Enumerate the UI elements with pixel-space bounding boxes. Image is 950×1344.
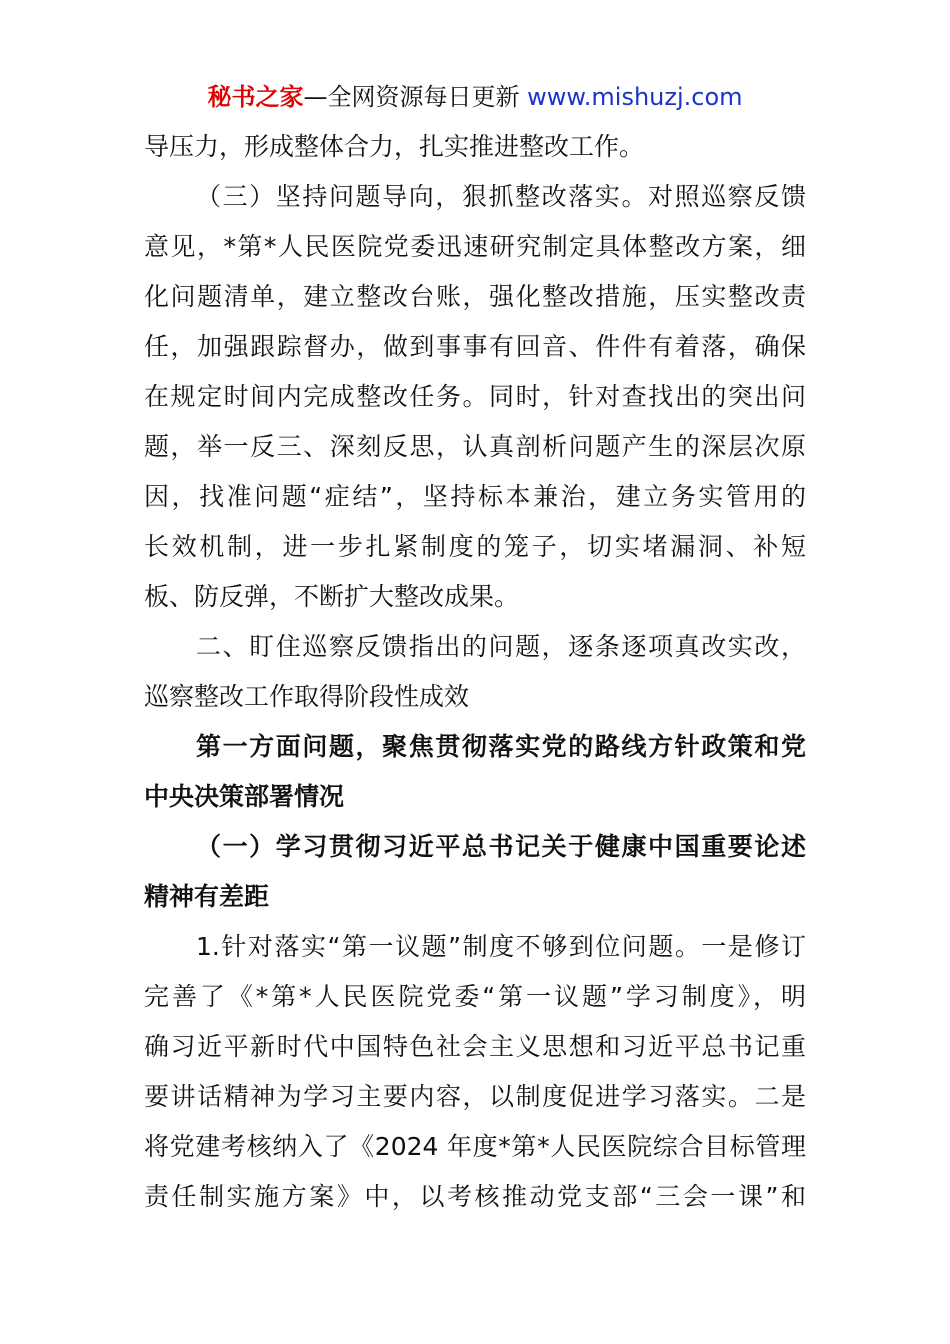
paragraph-line: 化问题清单，建立整改台账，强化整改措施，压实整改责 (144, 282, 806, 311)
paragraph-line: 将党建考核纳入了《2024 年度*第*人民医院综合目标管理 (144, 1132, 806, 1161)
subsection-heading-line: 第一方面问题，聚焦贯彻落实党的路线方针政策和党 (196, 732, 806, 761)
subsection-heading-line: 中央决策部署情况 (144, 782, 345, 811)
site-url[interactable]: www.mishuzj.com (527, 83, 743, 111)
paragraph-line: 确习近平新时代中国特色社会主义思想和习近平总书记重 (144, 1032, 806, 1061)
paragraph-line: 长效机制，进一步扎紧制度的笼子，切实堵漏洞、补短 (144, 532, 806, 561)
paragraph-line: 题，举一反三、深刻反思，认真剖析问题产生的深层次原 (144, 432, 806, 461)
paragraph-line: 1.针对落实“第一议题”制度不够到位问题。一是修订 (196, 932, 806, 961)
item-heading-line: （一）学习贯彻习近平总书记关于健康中国重要论述 (196, 832, 806, 861)
paragraph-line: 板、防反弹，不断扩大整改成果。 (144, 582, 520, 611)
paragraph-line: 责任制实施方案》中，以考核推动党支部“三会一课”和 (144, 1182, 806, 1211)
paragraph-line: 在规定时间内完成整改任务。同时，针对查找出的突出问 (144, 382, 806, 411)
section-heading-line: 巡察整改工作取得阶段性成效 (144, 682, 470, 711)
document-body (144, 122, 806, 1222)
item-heading-line: 精神有差距 (144, 882, 270, 911)
paragraph-line: 任，加强跟踪督办，做到事事有回音、件件有着落，确保 (144, 332, 806, 361)
paragraph-line: 因，找准问题“症结”，坚持标本兼治，建立务实管用的 (144, 482, 806, 511)
header-tagline: —全网资源每日更新 (303, 83, 528, 111)
site-header (0, 80, 950, 114)
paragraph-line: 要讲话精神为学习主要内容，以制度促进学习落实。二是 (144, 1082, 806, 1111)
paragraph-line: 导压力，形成整体合力，扎实推进整改工作。 (144, 132, 645, 161)
paragraph-line: 完善了《*第*人民医院党委“第一议题”学习制度》，明 (144, 982, 806, 1011)
section-heading-line: 二、盯住巡察反馈指出的问题，逐条逐项真改实改， (196, 632, 806, 661)
brand-name: 秘书之家 (207, 83, 304, 111)
paragraph-line: 意见，*第*人民医院党委迅速研究制定具体整改方案，细 (144, 232, 806, 261)
paragraph-line: （三）坚持问题导向，狠抓整改落实。对照巡察反馈 (196, 182, 806, 211)
